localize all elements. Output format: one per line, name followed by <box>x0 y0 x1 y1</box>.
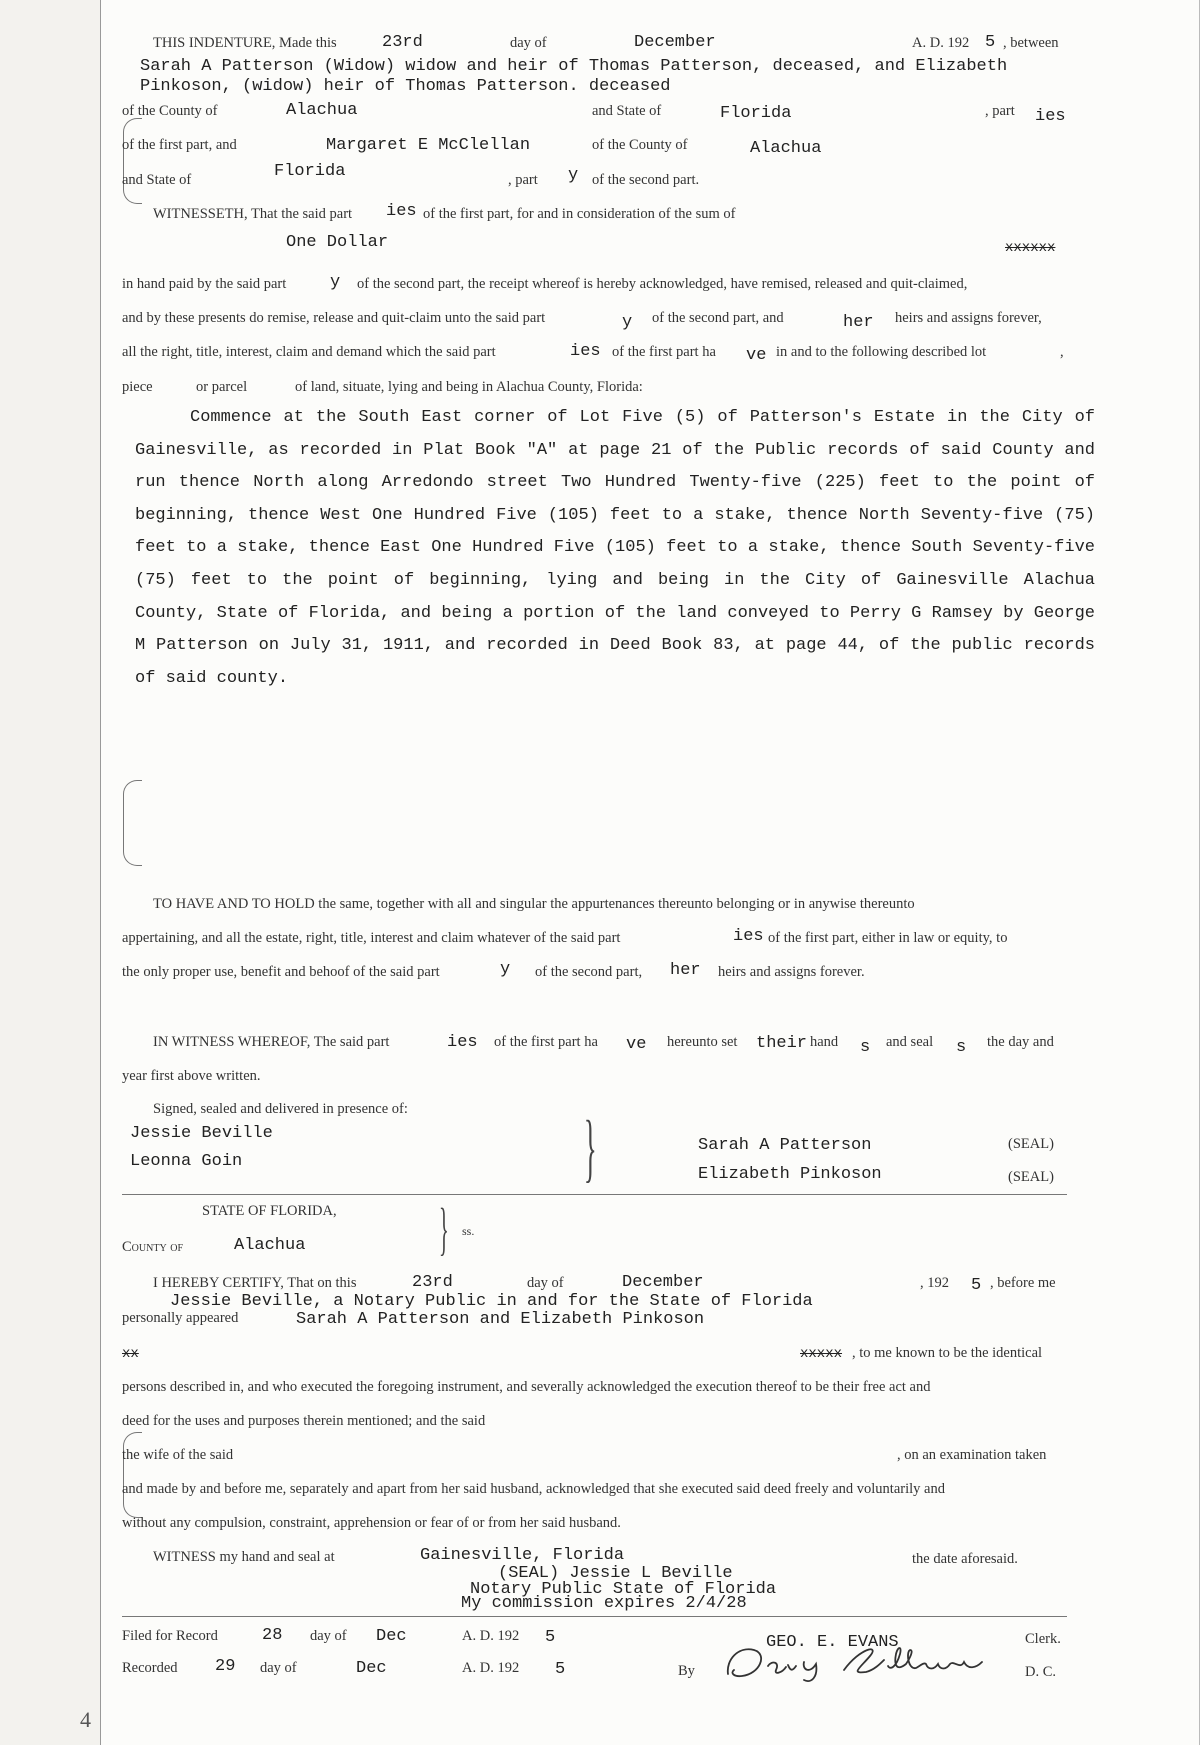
struck-right: xxxxx <box>800 1346 843 1362</box>
notary-title: Notary Public State of Florida <box>470 1580 777 1599</box>
signature-brace: } <box>583 1106 597 1190</box>
date-aforesaid: the date aforesaid. <box>912 1551 1018 1567</box>
recorded-day-of: day of <box>260 1660 297 1676</box>
struck-out-text: xxxxxx <box>1005 240 1056 256</box>
punch-hole-top <box>123 118 142 204</box>
testimonium-b: ies <box>447 1033 478 1052</box>
grantee-county: Alachua <box>750 139 822 158</box>
witnesseth-l4f: , <box>1060 344 1064 360</box>
habendum-l1: TO HAVE AND TO HOLD the same, together with all and singular the appurtenances thereunto belonging or in anywise thereunto <box>153 896 915 912</box>
ack-made: and made by and before me, separately and apart from her said husband, acknowledged that she executed said deed freely and voluntarily and <box>122 1481 945 1497</box>
witnesseth-l2c: of the second part, the receipt whereof is hereby acknowledged, have remised, released and quit-claimed, <box>357 276 968 292</box>
witness-2: Leonna Goin <box>130 1152 243 1171</box>
punch-hole-middle <box>123 780 142 866</box>
testimonium-k: the day and <box>987 1034 1054 1050</box>
ack-deed: deed for the uses and purposes therein mentioned; and the said <box>122 1413 486 1429</box>
before-me-label: , before me <box>990 1275 1056 1291</box>
witnesseth-l4c: of the first part ha <box>612 344 716 360</box>
witnesseth-l4a: all the right, title, interest, claim and demand which the said part <box>122 344 496 360</box>
testimonium-e: hereunto set <box>667 1034 738 1050</box>
part-label: , part <box>985 103 1015 119</box>
by-label: By <box>678 1663 695 1679</box>
witnesseth-l2a: in hand paid by the said part <box>122 276 287 292</box>
dc-label: D. C. <box>1025 1664 1057 1680</box>
habendum-l3d: her <box>670 961 701 980</box>
deed-day: 23rd <box>382 33 423 52</box>
first-part-label: of the first part, and <box>122 137 237 153</box>
witnesseth-a: WITNESSETH, That the said part <box>153 206 353 222</box>
clerk-label: Clerk. <box>1025 1631 1061 1647</box>
habendum-l3e: heirs and assigns forever. <box>718 964 865 980</box>
witnesseth-l4b: ies <box>570 342 601 361</box>
testimonium-l2: year first above written. <box>122 1068 261 1084</box>
ack-year-digit: 5 <box>971 1276 982 1295</box>
witnesseth-l2b: y <box>330 273 341 292</box>
ack-month: December <box>622 1273 704 1292</box>
witnesseth-l3b: y <box>622 313 633 332</box>
ack-persons: persons described in, and who executed the foregoing instrument, and severally acknowledged the execution thereof to be their free act and <box>122 1379 931 1395</box>
recorded-month: Dec <box>356 1659 387 1678</box>
part-suffix: ies <box>1035 107 1066 126</box>
witnesseth-l3c: of the second part, and <box>652 310 784 326</box>
recorded-year-digit: 5 <box>555 1660 566 1679</box>
testimonium-g: hand <box>810 1034 839 1050</box>
part-label-2: , part <box>508 172 538 188</box>
state-heading: STATE OF FLORIDA, <box>202 1203 337 1219</box>
testimonium-d: ve <box>626 1035 647 1054</box>
ack-day: 23rd <box>412 1273 453 1292</box>
and-state-label: and State of <box>592 103 662 119</box>
witnesseth-l3a: and by these presents do remise, release and quit-claim unto the said part <box>122 310 546 326</box>
grantors-line2: Pinkoson, (widow) heir of Thomas Patterson. deceased <box>140 77 671 96</box>
filed-day-of: day of <box>310 1628 347 1644</box>
indenture-label: THIS INDENTURE, Made this <box>153 35 337 51</box>
witnesseth-l3e: heirs and assigns forever, <box>895 310 1042 326</box>
recorded-ad: A. D. 192 <box>462 1660 520 1676</box>
notary-line: Jessie Beville, a Notary Public in and for the State of Florida <box>170 1292 813 1311</box>
grantor-state: Florida <box>720 104 792 123</box>
signed-presence-label: Signed, sealed and delivered in presence of: <box>153 1101 408 1117</box>
witnesseth-l3d: her <box>843 313 874 332</box>
personally-label: personally appeared <box>122 1310 239 1326</box>
grantee-state: Florida <box>274 162 346 181</box>
witnesseth-l5c: of land, situate, lying and being in Alachua County, Florida: <box>295 379 643 395</box>
seal-2: (SEAL) <box>1008 1169 1054 1185</box>
deed-month: December <box>634 33 716 52</box>
filed-month: Dec <box>376 1627 407 1646</box>
testimonium-j: s <box>956 1038 967 1057</box>
grantor-county: Alachua <box>286 101 358 120</box>
notary-seal-line: (SEAL) Jessie L Beville <box>498 1564 733 1583</box>
clerk-name: GEO. E. EVANS <box>766 1633 899 1652</box>
ack-exam: , on an examination taken <box>897 1447 1047 1463</box>
filed-label: Filed for Record <box>122 1628 218 1644</box>
part-suffix-2: y <box>568 166 579 185</box>
recording-divider <box>122 1616 1067 1617</box>
consideration-sum: One Dollar <box>286 233 389 252</box>
certify-label: I HEREBY CERTIFY, That on this <box>153 1275 357 1291</box>
witness-hand-label: WITNESS my hand and seal at <box>153 1549 335 1565</box>
section-divider <box>122 1194 1067 1195</box>
ad-label: A. D. 192 <box>912 35 970 51</box>
ack-day-of: day of <box>527 1275 564 1291</box>
ack-year-prefix: , 192 <box>920 1275 949 1291</box>
testimonium-f: their <box>756 1034 808 1053</box>
ack-county: Alachua <box>234 1236 306 1255</box>
witnesseth-l5b: or parcel <box>196 379 248 395</box>
notary-commission: My commission expires 2/4/28 <box>461 1594 747 1613</box>
margin-mark: 4 <box>80 1707 91 1732</box>
day-of-label: day of <box>510 35 547 51</box>
witness-place: Gainesville, Florida <box>420 1546 625 1565</box>
filed-ad: A. D. 192 <box>462 1628 520 1644</box>
legal-description: Commence at the South East corner of Lot Five (5) of Patterson's Estate in the City of Gainesville, as recorded in Plat Book "A" at page 21 of the Public records of said County and run thence North along Arredondo street Two Hundred Twenty-five (225) feet to the point of beginning, thence West One Hundred Five (105) feet to a stake, thence North Seventy-five (75) feet to a stake, thence East One Hundred Five (105) feet to a stake, thence South Seventy-five (75) feet to the point of beginning, lying and being in the City of Gainesville Alachua County, State of Florida, and being a portion of the land conveyed to Perry G Ramsey by George M Patterson on July 31, 1911, and recorded in Deed Book 83, at page 44, of the public records of said county. <box>135 408 1095 688</box>
habendum-l2c: of the first part, either in law or equity, to <box>768 930 1008 946</box>
filed-year-digit: 5 <box>545 1628 556 1647</box>
habendum-l3a: the only proper use, benefit and behoof of the said part <box>122 964 440 980</box>
ack-wife: the wife of the said <box>122 1447 234 1463</box>
signer-2: Elizabeth Pinkoson <box>698 1165 882 1184</box>
witnesseth-c: of the first part, for and in consideration of the sum of <box>423 206 736 222</box>
testimonium-h: s <box>860 1038 871 1057</box>
grantors-line1: Sarah A Patterson (Widow) widow and heir of Thomas Patterson, deceased, and Elizabeth <box>140 57 1008 76</box>
struck-left: xx <box>122 1346 139 1362</box>
recorded-day: 29 <box>215 1657 236 1676</box>
punch-hole-bottom <box>123 1432 142 1518</box>
signer-1: Sarah A Patterson <box>698 1136 872 1155</box>
ack-without: without any compulsion, constraint, apprehension or fear of or from her said husband. <box>122 1515 621 1531</box>
grantee-name: Margaret E McClellan <box>326 136 531 155</box>
between-label: , between <box>1003 35 1059 51</box>
recorded-label: Recorded <box>122 1660 178 1676</box>
habendum-l2b: ies <box>733 927 764 946</box>
habendum-l2a: appertaining, and all the estate, right, title, interest and claim whatever of the said part <box>122 930 621 946</box>
testimonium-c: of the first part ha <box>494 1034 598 1050</box>
filed-day: 28 <box>262 1626 283 1645</box>
of-the-county-label: of the County of <box>592 137 688 153</box>
witness-1: Jessie Beville <box>130 1124 273 1143</box>
deputy-clerk-signature <box>720 1640 1020 1684</box>
of-county-label: of the County of <box>122 103 218 119</box>
habendum-l3c: of the second part, <box>535 964 643 980</box>
and-state-label-2: and State of <box>122 172 192 188</box>
witnesseth-b: ies <box>386 202 417 221</box>
habendum-l3b: y <box>500 960 511 979</box>
testimonium-a: IN WITNESS WHEREOF, The said part <box>153 1034 390 1050</box>
seal-1: (SEAL) <box>1008 1136 1054 1152</box>
witnesseth-l4d: ve <box>746 346 767 365</box>
ss-brace: } <box>439 1196 449 1261</box>
testimonium-i: and seal <box>886 1034 934 1050</box>
witnesseth-l5a: piece <box>122 379 153 395</box>
appeared-names: Sarah A Patterson and Elizabeth Pinkoson <box>296 1310 705 1329</box>
witnesseth-l4e: in and to the following described lot <box>776 344 987 360</box>
known-label: , to me known to be the identical <box>852 1345 1043 1361</box>
deed-year-digit: 5 <box>985 33 996 52</box>
second-part-label: of the second part. <box>592 172 700 188</box>
county-label: County of <box>122 1239 184 1255</box>
ss-label: ss. <box>462 1224 475 1238</box>
